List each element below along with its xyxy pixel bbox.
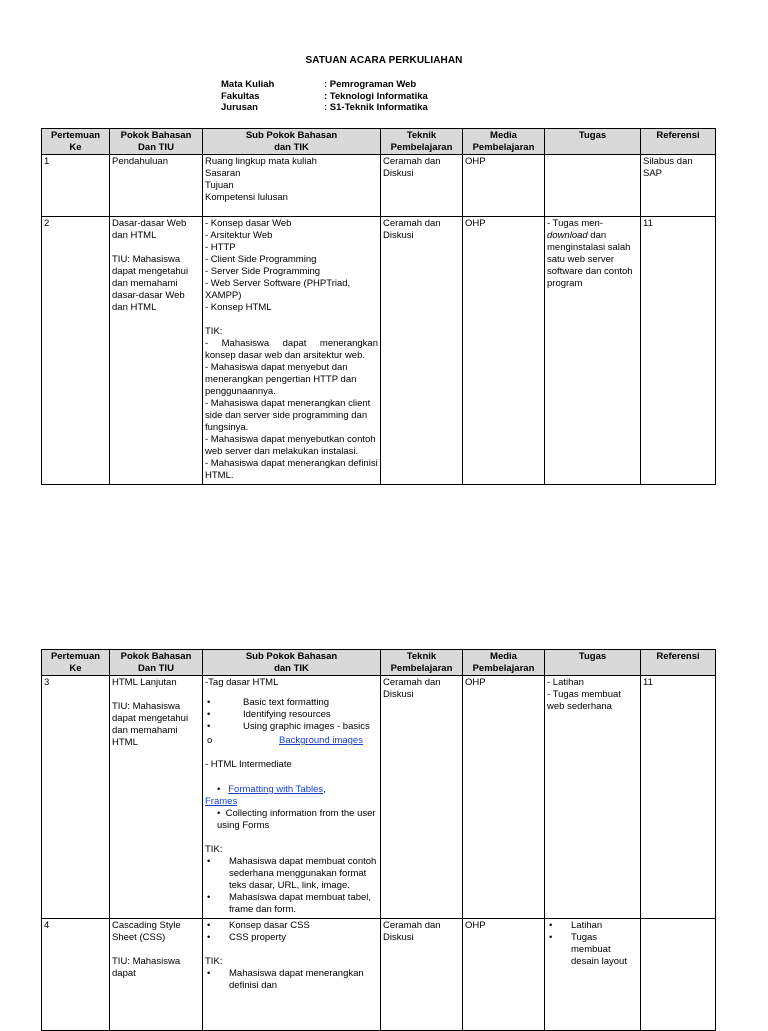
header-pokok-bahasan: Pokok Bahasan Dan TIU	[110, 129, 203, 155]
course-info	[221, 79, 428, 114]
header-referensi: Referensi	[641, 129, 716, 155]
cell-referensi: 11	[641, 217, 716, 485]
faculty-label: Fakultas	[221, 90, 260, 102]
cell-tugas	[545, 155, 641, 217]
document-title: SATUAN ACARA PERKULIAHAN	[305, 55, 463, 66]
course-label: Mata Kuliah	[221, 79, 275, 90]
cell-tugas: - Latihan - Tugas membuat web sederhana	[545, 676, 641, 919]
header-pokok-bahasan: Pokok Bahasan Dan TIU	[110, 650, 203, 676]
header-tugas: Tugas	[545, 129, 641, 155]
header-tugas: Tugas	[545, 650, 641, 676]
header-pertemuan: Pertemuan Ke	[42, 650, 110, 676]
course-value: : Pemrograman Web	[324, 79, 417, 90]
cell-sub-pokok: Ruang lingkup mata kuliah Sasaran Tujuan Kompetensi lulusan	[203, 155, 381, 217]
cell-teknik: Ceramah dan Diskusi	[381, 155, 463, 217]
cell-referensi	[641, 919, 716, 1031]
table-row	[42, 217, 716, 485]
cell-teknik: Ceramah dan Diskusi	[381, 676, 463, 919]
header-teknik: Teknik Pembelajaran	[381, 129, 463, 155]
cell-teknik: Ceramah dan Diskusi	[381, 217, 463, 485]
cell-pokok-bahasan: Dasar-dasar Web dan HTML TIU: Mahasiswa dapat mengetahui dan memahami dasar-dasar Web dan HTML	[110, 217, 203, 485]
cell-sub-pokok: -Tag dasar HTML • Basic text formatting • Identifying resources • Using graphic images - basics o Background images - HTML Intermediate • Formatting with Tables, Frames • Collecting information from the user using Forms TIK: • Mahasiswa dapat membuat contoh sederhana menggunakan format teks dasar, URL, link, image. • Mahasiswa dapat membuat tabel, frame dan form.	[203, 676, 381, 919]
cell-pertemuan: 3	[42, 676, 110, 919]
course-info-row	[221, 91, 428, 103]
faculty-value: : Teknologi Informatika	[324, 90, 428, 102]
header-pertemuan: Pertemuan Ke	[42, 129, 110, 155]
syllabus-table-2	[41, 649, 716, 1031]
cell-media: OHP	[463, 676, 545, 919]
table-header-row	[42, 650, 716, 676]
cell-pokok-bahasan: HTML Lanjutan TIU: Mahasiswa dapat mengetahui dan memahami HTML	[110, 676, 203, 919]
cell-tugas: - Tugas men-download dan menginstalasi salah satu web server software dan contoh program	[545, 217, 641, 485]
cell-pertemuan: 4	[42, 919, 110, 1031]
department-label: Jurusan	[221, 102, 258, 113]
course-info-row	[221, 102, 428, 114]
table-row	[42, 676, 716, 919]
background-images-link[interactable]: Background images	[279, 735, 363, 746]
cell-referensi: 11	[641, 676, 716, 919]
syllabus-table-1	[41, 128, 716, 485]
formatting-tables-link[interactable]: Formatting with Tables	[228, 784, 324, 795]
cell-pokok-bahasan: Pendahuluan	[110, 155, 203, 217]
department-value: : S1-Teknik Informatika	[324, 102, 428, 113]
cell-referensi: Silabus dan SAP	[641, 155, 716, 217]
header-teknik: Teknik Pembelajaran	[381, 650, 463, 676]
table-header-row	[42, 129, 716, 155]
table-row	[42, 155, 716, 217]
cell-media: OHP	[463, 155, 545, 217]
cell-pokok-bahasan: Cascading Style Sheet (CSS) TIU: Mahasiswa dapat	[110, 919, 203, 1031]
header-sub-pokok-bahasan: Sub Pokok Bahasan dan TIK	[203, 650, 381, 676]
header-referensi: Referensi	[641, 650, 716, 676]
cell-teknik: Ceramah dan Diskusi	[381, 919, 463, 1031]
header-media: Media Pembelajaran	[463, 129, 545, 155]
cell-sub-pokok: • Konsep dasar CSS • CSS property TIK: • Mahasiswa dapat menerangkan definisi dan	[203, 919, 381, 1031]
header-sub-pokok-bahasan: Sub Pokok Bahasan dan TIK	[203, 129, 381, 155]
header-media: Media Pembelajaran	[463, 650, 545, 676]
cell-pertemuan: 1	[42, 155, 110, 217]
cell-pertemuan: 2	[42, 217, 110, 485]
cell-media: OHP	[463, 217, 545, 485]
frames-link[interactable]: Frames	[205, 796, 238, 807]
cell-media: OHP	[463, 919, 545, 1031]
cell-tugas: • Latihan • Tugas membuat desain layout	[545, 919, 641, 1031]
cell-sub-pokok: - Konsep dasar Web - Arsitektur Web - HTTP - Client Side Programming - Server Side Programming - Web Server Software (PHPTriad, XAMPP) - Konsep HTML TIK: - Mahasiswa dapat menerangkan konsep dasar web dan arsitektur web. - Mahasiswa dapat menyebut dan menerangkan pengertian HTTP dan penggunaannya. - Mahasiswa dapat menerangkan client side dan server side programming dan fungsinya. - Mahasiswa dapat menyebutkan contoh web server dan melakukan instalasi. - Mahasiswa dapat menerangkan definisi HTML.	[203, 217, 381, 485]
table-row	[42, 919, 716, 1031]
course-info-row	[221, 79, 428, 91]
